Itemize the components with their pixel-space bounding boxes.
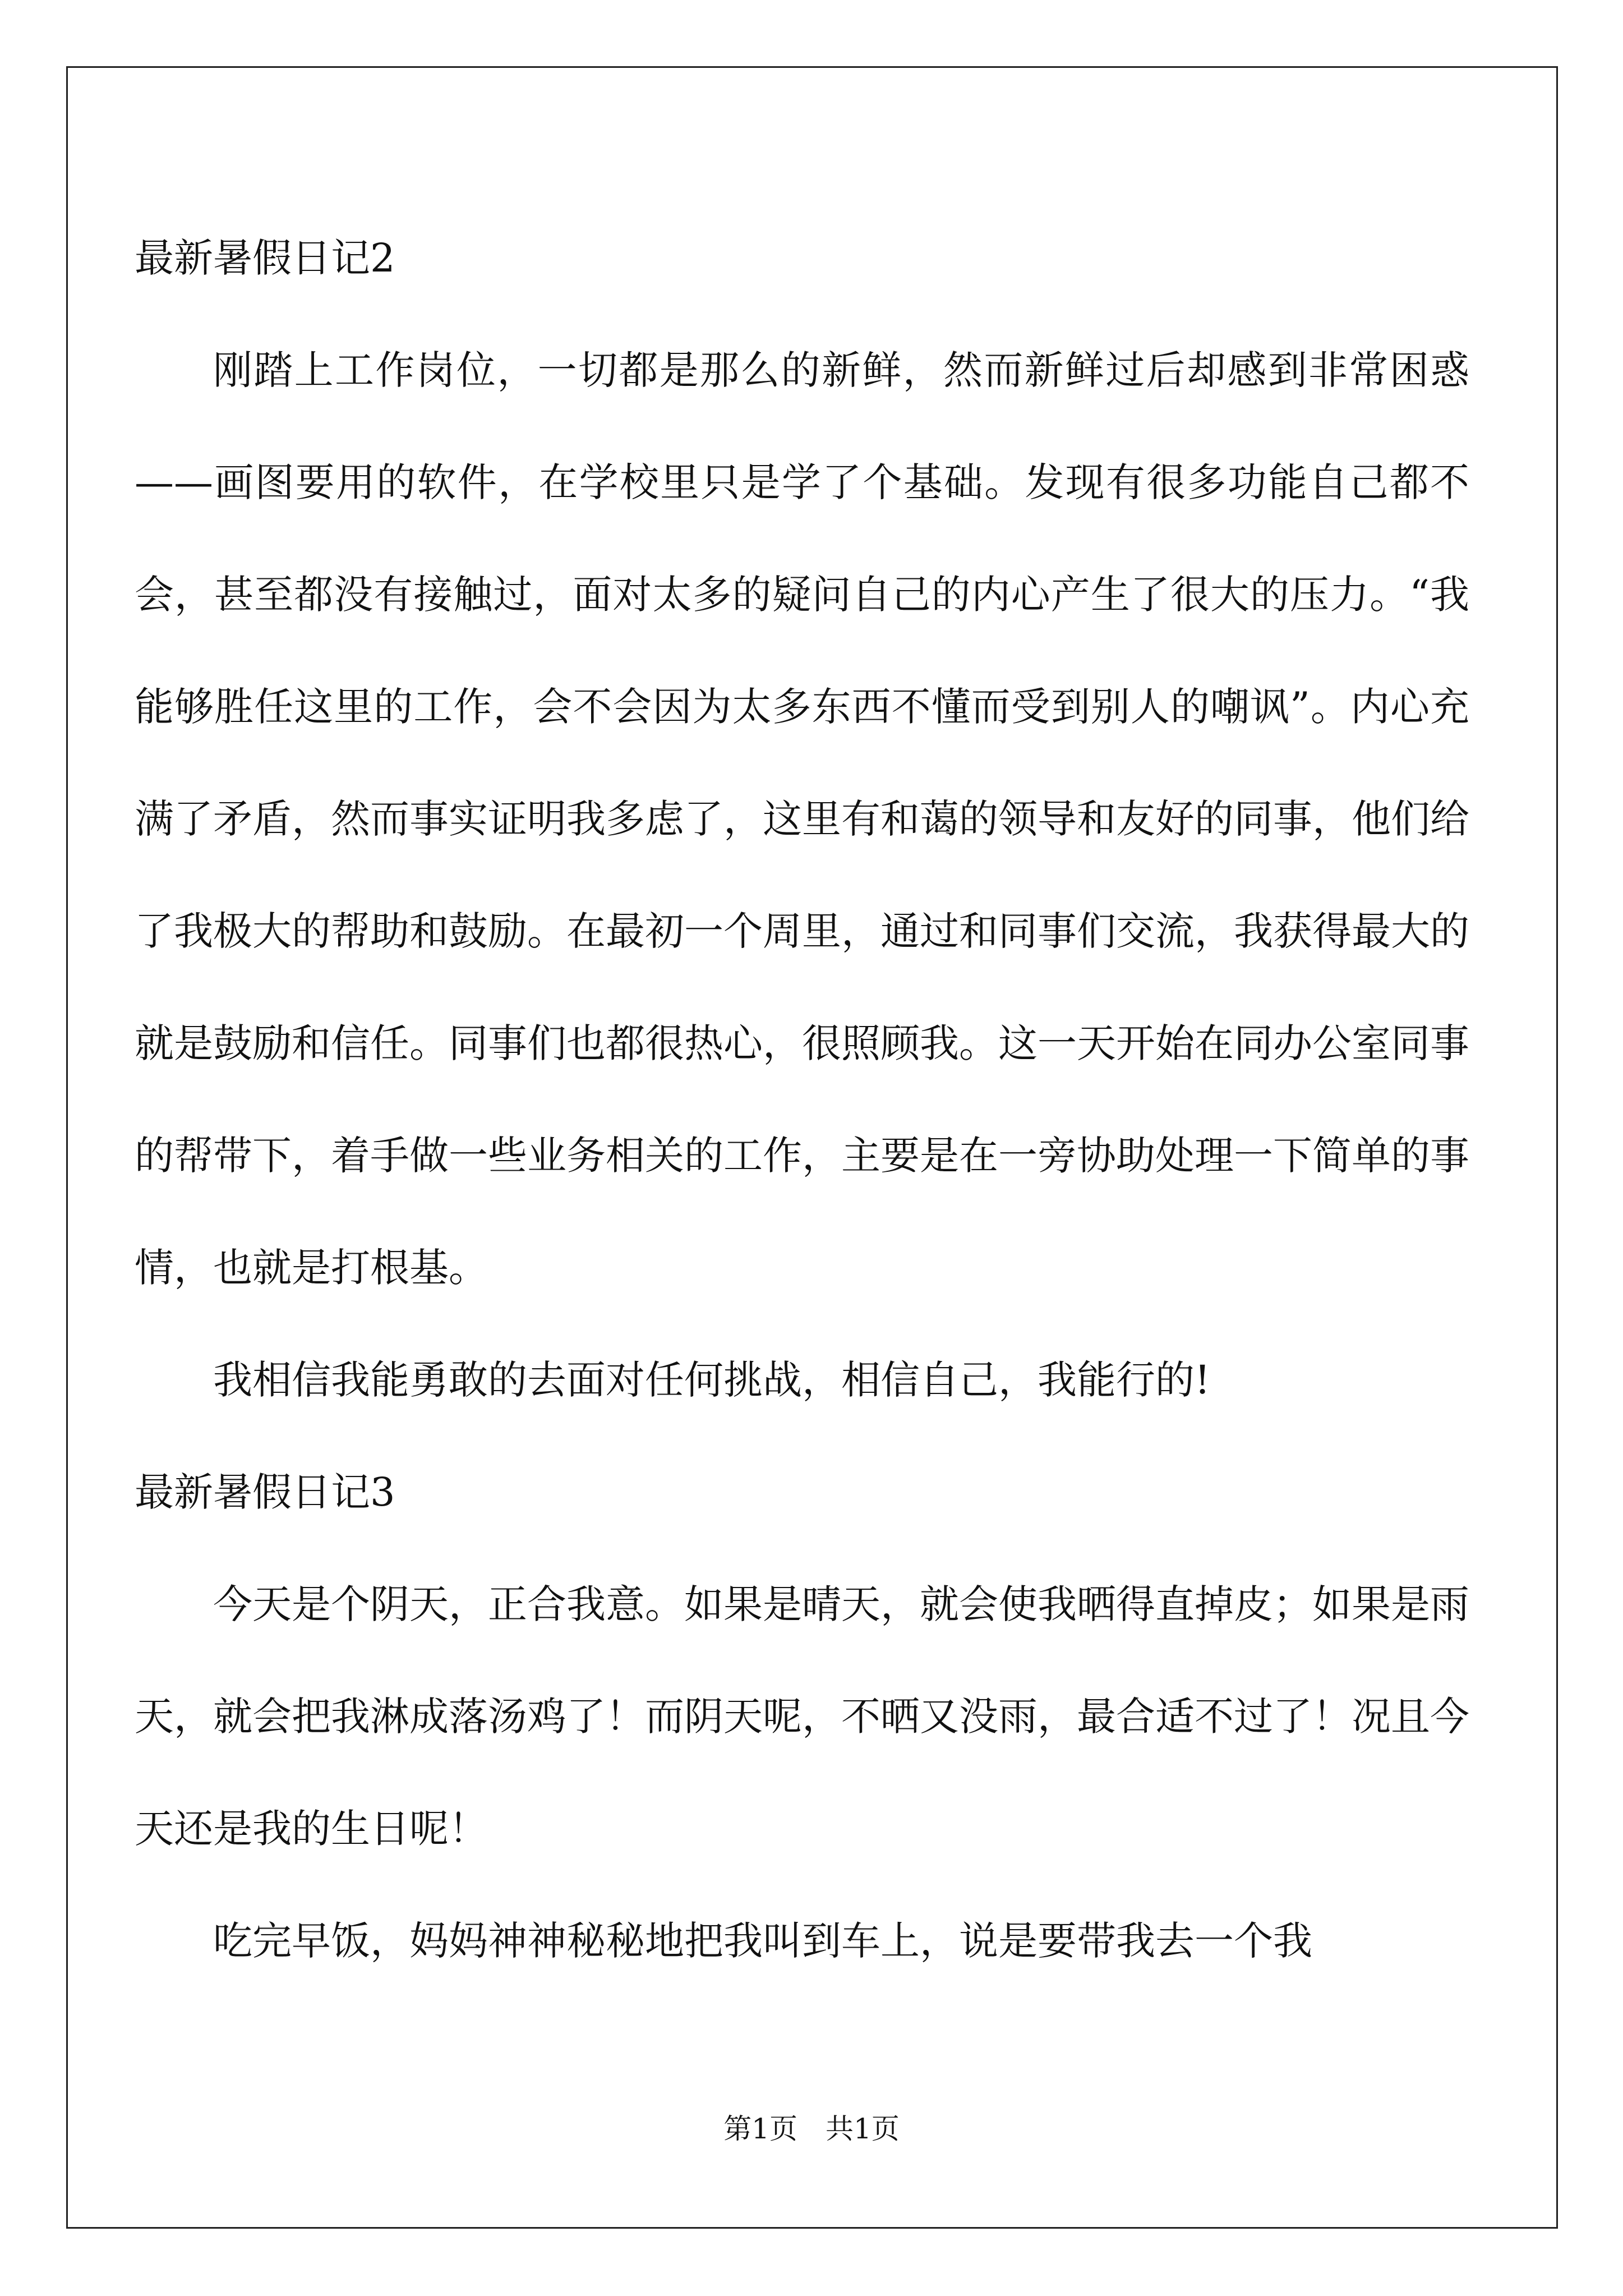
page-number: 第1页: [723, 2113, 797, 2145]
page-total: 共1页: [826, 2113, 900, 2145]
paragraph: 我相信我能勇敢的去面对任何挑战，相信自己，我能行的!: [213, 1357, 1211, 1403]
paragraph: 刚踏上工作岗位，一切都是那么的新鲜，然而新鲜过后却感到非常困惑——画图要用的软件，在学校里只是学了个基础。发现有很多功能自己都不会，甚至都没有接触过，面对太多的疑问自己的内心产生了很大的压力。“我能够胜任这里的工作，会不会因为太多东西不懂而受到别人的嘲讽”。内心充满了矛盾，然而事实证明我多虑了，这里有和蔼的领导和友好的同事，他们给了我极大的帮助和鼓励。在最初一个周里，通过和同事们交流，我获得最大的就是鼓励和信任。同事们也都很热心，很照顾我。这一天开始在同办公室同事的帮带下，着手做一些业务相关的工作，主要是在一旁协助处理一下简单的事情，也就是打根基。: [135, 347, 1469, 1291]
section-heading: 最新暑假日记2: [135, 235, 395, 281]
paragraph: 吃完早饭，妈妈神神秘秘地把我叫到车上，说是要带我去一个我: [213, 1918, 1312, 1964]
page-footer: [0, 2112, 1623, 2146]
section-heading: 最新暑假日记3: [135, 1469, 395, 1515]
document-body: [135, 202, 1469, 1997]
paragraph: 今天是个阴天，正合我意。如果是晴天，就会使我晒得直掉皮；如果是雨天，就会把我淋成落汤鸡了！而阴天呢，不晒又没雨，最合适不过了！况且今天还是我的生日呢！: [135, 1581, 1469, 1852]
